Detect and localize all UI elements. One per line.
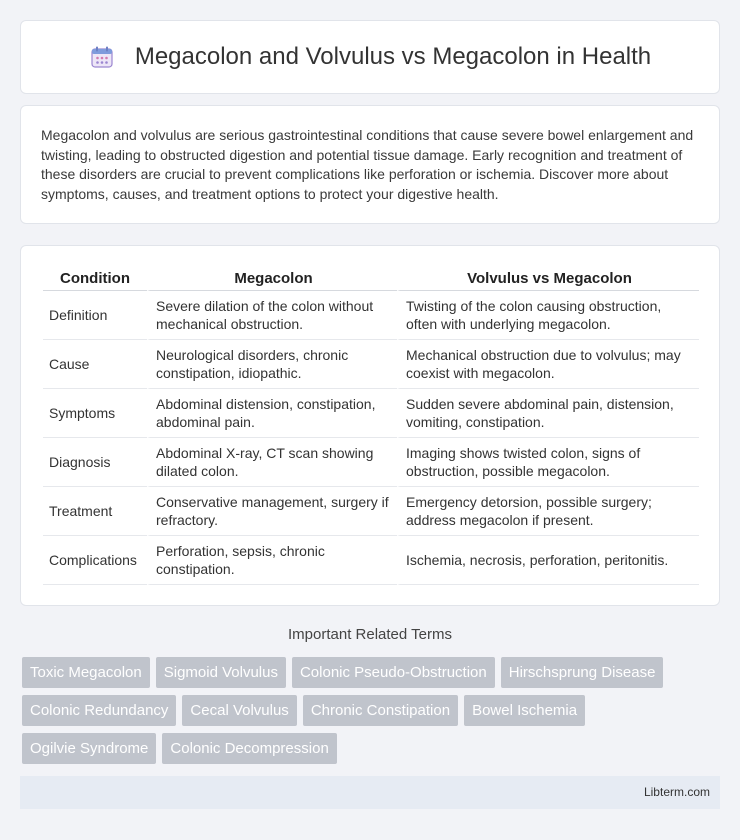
cell-megacolon: Severe dilation of the colon without mechanical obstruction.	[147, 291, 397, 340]
related-term-tag[interactable]: Toxic Megacolon	[22, 657, 150, 688]
cell-condition: Definition	[43, 291, 147, 340]
related-term-tag[interactable]: Colonic Pseudo-Obstruction	[292, 657, 495, 688]
cell-condition: Diagnosis	[43, 438, 147, 487]
cell-volvulus: Twisting of the colon causing obstruction, often with underlying megacolon.	[397, 291, 699, 340]
table-row	[43, 438, 699, 487]
cell-megacolon: Perforation, sepsis, chronic constipation.	[147, 536, 397, 585]
cell-volvulus: Ischemia, necrosis, perforation, peritonitis.	[397, 536, 699, 585]
title-card	[20, 20, 720, 94]
cell-condition: Cause	[43, 340, 147, 389]
cell-megacolon: Abdominal distension, constipation, abdominal pain.	[147, 389, 397, 438]
related-term-tag[interactable]: Colonic Decompression	[162, 733, 336, 764]
header-megacolon: Megacolon	[147, 267, 397, 291]
related-term-tag[interactable]: Sigmoid Volvulus	[156, 657, 286, 688]
intro-card	[20, 105, 720, 224]
footer-site-link[interactable]: Libterm.com	[643, 785, 710, 799]
table-row	[43, 291, 699, 340]
related-term-tag[interactable]: Ogilvie Syndrome	[22, 733, 156, 764]
related-term-tag[interactable]: Colonic Redundancy	[22, 695, 176, 726]
cell-volvulus: Emergency detorsion, possible surgery; address megacolon if present.	[397, 487, 699, 536]
header-volvulus: Volvulus vs Megacolon	[397, 267, 699, 291]
cell-condition: Complications	[43, 536, 147, 585]
calendar-icon	[89, 44, 115, 70]
related-terms-list	[22, 657, 722, 764]
related-term-tag[interactable]: Hirschsprung Disease	[501, 657, 664, 688]
comparison-table	[43, 267, 699, 585]
intro-text: Megacolon and volvulus are serious gastrointestinal conditions that cause severe bowel enlargement and twisting, leading to obstructed digestion and potential tissue damage. Early recognition and treatment of these disorders are crucial to prevent complications like perforation or ischemia. Discover more about symptoms, causes, and treatment options to protect your digestive health.	[41, 127, 694, 202]
table-row	[43, 340, 699, 389]
cell-megacolon: Neurological disorders, chronic constipation, idiopathic.	[147, 340, 397, 389]
cell-megacolon: Abdominal X-ray, CT scan showing dilated colon.	[147, 438, 397, 487]
cell-condition: Symptoms	[43, 389, 147, 438]
table-row	[43, 536, 699, 585]
cell-volvulus: Mechanical obstruction due to volvulus; may coexist with megacolon.	[397, 340, 699, 389]
related-term-tag[interactable]: Chronic Constipation	[303, 695, 458, 726]
cell-megacolon: Conservative management, surgery if refractory.	[147, 487, 397, 536]
page-title: Megacolon and Volvulus vs Megacolon in Health	[134, 43, 652, 70]
cell-volvulus: Sudden severe abdominal pain, distension, vomiting, constipation.	[397, 389, 699, 438]
cell-condition: Treatment	[43, 487, 147, 536]
related-terms-title: Important Related Terms	[288, 626, 452, 643]
cell-volvulus: Imaging shows twisted colon, signs of obstruction, possible megacolon.	[397, 438, 699, 487]
table-row	[43, 487, 699, 536]
table-row	[43, 389, 699, 438]
related-term-tag[interactable]: Cecal Volvulus	[182, 695, 296, 726]
footer	[20, 776, 720, 809]
table-header-row	[43, 267, 699, 291]
comparison-table-card	[20, 245, 720, 606]
header-condition: Condition	[43, 267, 147, 291]
related-term-tag[interactable]: Bowel Ischemia	[464, 695, 585, 726]
